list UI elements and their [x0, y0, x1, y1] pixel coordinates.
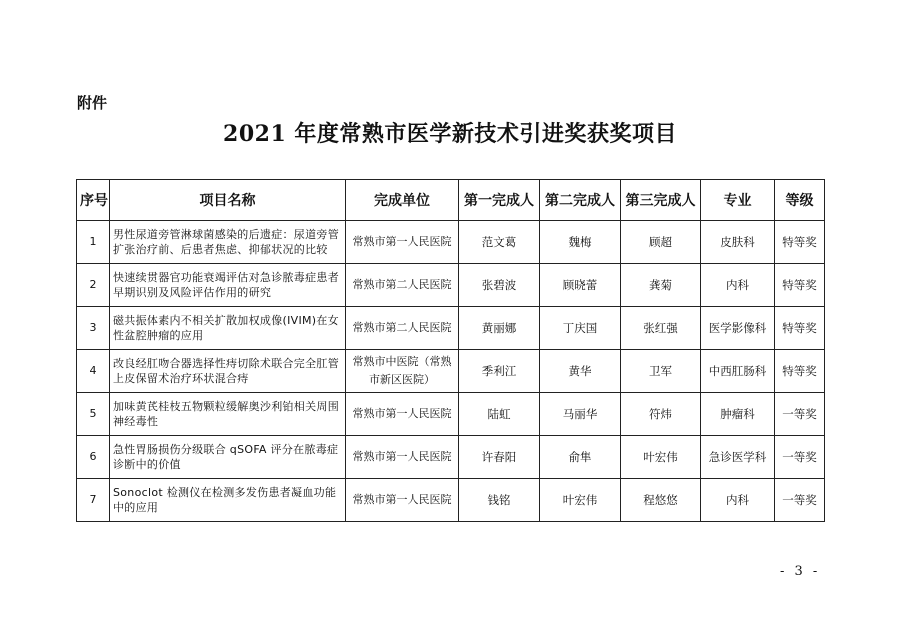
- specialty: 内科: [701, 479, 775, 522]
- second-person: 丁庆国: [540, 307, 621, 350]
- second-person: 魏梅: [540, 221, 621, 264]
- row-index: 5: [77, 393, 110, 436]
- page-number: - 3 -: [780, 564, 821, 579]
- third-person: 张红强: [621, 307, 701, 350]
- project-name: 改良经肛吻合器选择性痔切除术联合完全肛管上皮保留术治疗环状混合痔: [110, 350, 346, 393]
- grade: 特等奖: [775, 221, 825, 264]
- first-person: 陆虹: [459, 393, 540, 436]
- third-person: 顾超: [621, 221, 701, 264]
- header-specialty: 专业: [701, 180, 775, 221]
- completion-unit: 常熟市第一人民医院: [346, 221, 459, 264]
- table-row: [77, 350, 825, 393]
- first-person: 许春阳: [459, 436, 540, 479]
- specialty: 内科: [701, 264, 775, 307]
- third-person: 叶宏伟: [621, 436, 701, 479]
- header-third-person: 第三完成人: [621, 180, 701, 221]
- completion-unit: 常熟市中医院（常熟市新区医院）: [346, 350, 459, 393]
- row-index: 2: [77, 264, 110, 307]
- grade: 一等奖: [775, 436, 825, 479]
- row-index: 1: [77, 221, 110, 264]
- row-index: 7: [77, 479, 110, 522]
- first-person: 张碧波: [459, 264, 540, 307]
- grade: 特等奖: [775, 307, 825, 350]
- table-row: [77, 307, 825, 350]
- grade: 特等奖: [775, 264, 825, 307]
- attachment-label: 附件: [77, 94, 108, 112]
- award-table: [76, 179, 825, 522]
- specialty: 肿瘤科: [701, 393, 775, 436]
- completion-unit: 常熟市第一人民医院: [346, 479, 459, 522]
- project-name: 加味黄芪桂枝五物颗粒缓解奥沙利铂相关周围神经毒性: [110, 393, 346, 436]
- header-second-person: 第二完成人: [540, 180, 621, 221]
- table-row: [77, 264, 825, 307]
- second-person: 俞隼: [540, 436, 621, 479]
- specialty: 急诊医学科: [701, 436, 775, 479]
- second-person: 黄华: [540, 350, 621, 393]
- document-title: 2021 年度常熟市医学新技术引进奖获奖项目: [223, 121, 677, 147]
- first-person: 季利江: [459, 350, 540, 393]
- completion-unit: 常熟市第二人民医院: [346, 307, 459, 350]
- header-index: 序号: [77, 180, 110, 221]
- project-name: 急性胃肠损伤分级联合 qSOFA 评分在脓毒症诊断中的价值: [110, 436, 346, 479]
- row-index: 6: [77, 436, 110, 479]
- header-project-name: 项目名称: [110, 180, 346, 221]
- second-person: 马丽华: [540, 393, 621, 436]
- row-index: 3: [77, 307, 110, 350]
- project-name: Sonoclot 检测仪在检测多发伤患者凝血功能中的应用: [110, 479, 346, 522]
- grade: 一等奖: [775, 479, 825, 522]
- second-person: 顾晓蕾: [540, 264, 621, 307]
- row-index: 4: [77, 350, 110, 393]
- third-person: 龚菊: [621, 264, 701, 307]
- specialty: 医学影像科: [701, 307, 775, 350]
- project-name: 男性尿道旁管淋球菌感染的后遗症：尿道旁管扩张治疗前、后患者焦虑、抑郁状况的比较: [110, 221, 346, 264]
- table-row: [77, 436, 825, 479]
- grade: 一等奖: [775, 393, 825, 436]
- project-name: 磁共振体素内不相关扩散加权成像(IVIM)在女性盆腔肿瘤的应用: [110, 307, 346, 350]
- first-person: 钱铭: [459, 479, 540, 522]
- first-person: 黄丽娜: [459, 307, 540, 350]
- grade: 特等奖: [775, 350, 825, 393]
- table-row: [77, 221, 825, 264]
- completion-unit: 常熟市第一人民医院: [346, 436, 459, 479]
- table-header-row: [77, 180, 825, 221]
- header-unit: 完成单位: [346, 180, 459, 221]
- third-person: 符炜: [621, 393, 701, 436]
- third-person: 卫军: [621, 350, 701, 393]
- specialty: 皮肤科: [701, 221, 775, 264]
- table-row: [77, 393, 825, 436]
- header-grade: 等级: [775, 180, 825, 221]
- second-person: 叶宏伟: [540, 479, 621, 522]
- project-name: 快速续贯器官功能衰竭评估对急诊脓毒症患者早期识别及风险评估作用的研究: [110, 264, 346, 307]
- header-first-person: 第一完成人: [459, 180, 540, 221]
- table-row: [77, 479, 825, 522]
- completion-unit: 常熟市第二人民医院: [346, 264, 459, 307]
- specialty: 中西肛肠科: [701, 350, 775, 393]
- completion-unit: 常熟市第一人民医院: [346, 393, 459, 436]
- first-person: 范文葛: [459, 221, 540, 264]
- third-person: 程悠悠: [621, 479, 701, 522]
